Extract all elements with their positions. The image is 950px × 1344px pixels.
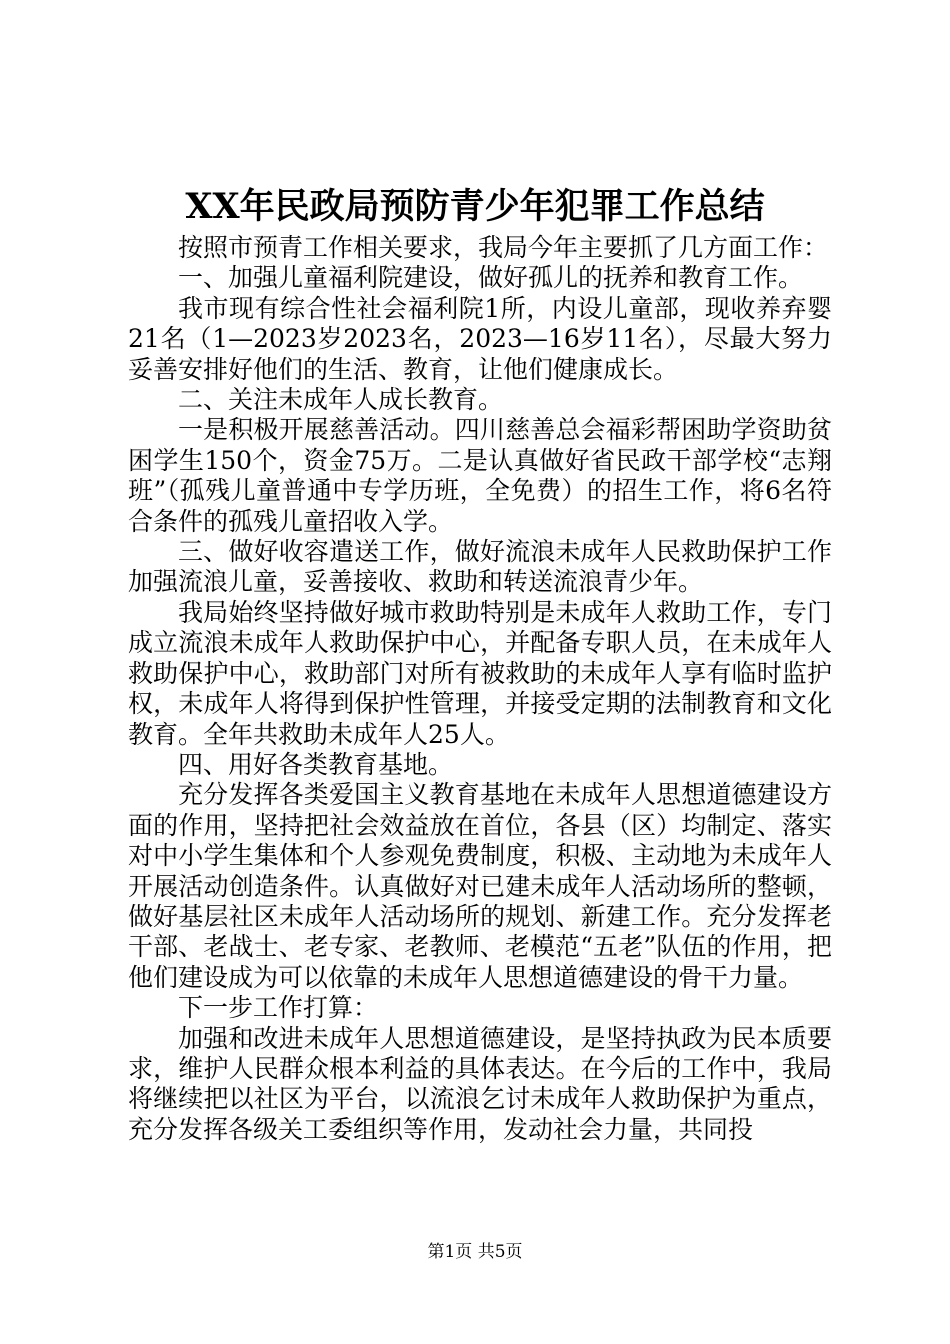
paragraph-rescue: 我局始终坚持做好城市救助特别是未成年人救助工作，专门成立流浪未成年人救助保护中心，并配备专职人员，在未成年人救助保护中心，救助部门对所有被救助的未成年人享有临时监护权，未成年人将得到保护性管理，并接受定期的法制教育和文化教育。全年共救助未成年人25人。 — [128, 597, 832, 749]
section-heading-3: 三、做好收容遣送工作，做好流浪未成年人民救助保护工作加强流浪儿童，妥善接收、救助和转送流浪青少年。 — [128, 537, 832, 597]
section-heading-1: 一、加强儿童福利院建设，做好孤儿的抚养和教育工作。 — [178, 263, 804, 293]
paragraph-charity: 一是积极开展慈善活动。四川慈善总会福彩帮困助学资助贫困学生150个，资金75万。二是认真做好省民政干部学校“志翔班”（孤残儿童普通中专学历班，全免费）的招生工作，将6名符合条件的孤残儿童招收入学。 — [128, 415, 832, 536]
document-body — [128, 233, 832, 1145]
section-heading-4: 四、用好各类教育基地。 — [178, 749, 454, 779]
page-indicator: 第1页 共5页 — [427, 1242, 523, 1262]
section-heading-next-steps: 下一步工作打算： — [178, 993, 379, 1023]
paragraph-intro: 按照市预青工作相关要求，我局今年主要抓了几方面工作： — [178, 233, 829, 262]
paragraph-education-bases: 充分发挥各类爱国主义教育基地在未成年人思想道德建设方面的作用，坚持把社会效益放在首位，各县（区）均制定、落实对中小学生集体和个人参观免费制度，积极、主动地为未成年人开展活动创造条件。认真做好对已建未成年人活动场所的整顿，做好基层社区未成年人活动场所的规划、新建工作。充分发挥老干部、老战士、老专家、老教师、老模范“五老”队伍的作用，把他们建设成为可以依靠的未成年人思想道德建设的骨干力量。 — [128, 780, 832, 992]
paragraph-welfare: 我市现有综合性社会福利院1所，内设儿童部，现收养弃婴21名（1—2023岁2023名，2023—16岁11名），尽最大努力妥善安排好他们的生活、教育，让他们健康成长。 — [128, 293, 832, 384]
paragraph-next-steps: 加强和改进未成年人思想道德建设，是坚持执政为民本质要求，维护人民群众根本利益的具体表达。在今后的工作中，我局将继续把以社区为平台，以流浪乞讨未成年人救助保护为重点，充分发挥各级关工委组织等作用，发动社会力量，共同投 — [128, 1023, 832, 1144]
document-title: XX年民政局预防青少年犯罪工作总结 — [185, 186, 765, 227]
section-heading-2: 二、关注未成年人成长教育。 — [178, 385, 504, 415]
